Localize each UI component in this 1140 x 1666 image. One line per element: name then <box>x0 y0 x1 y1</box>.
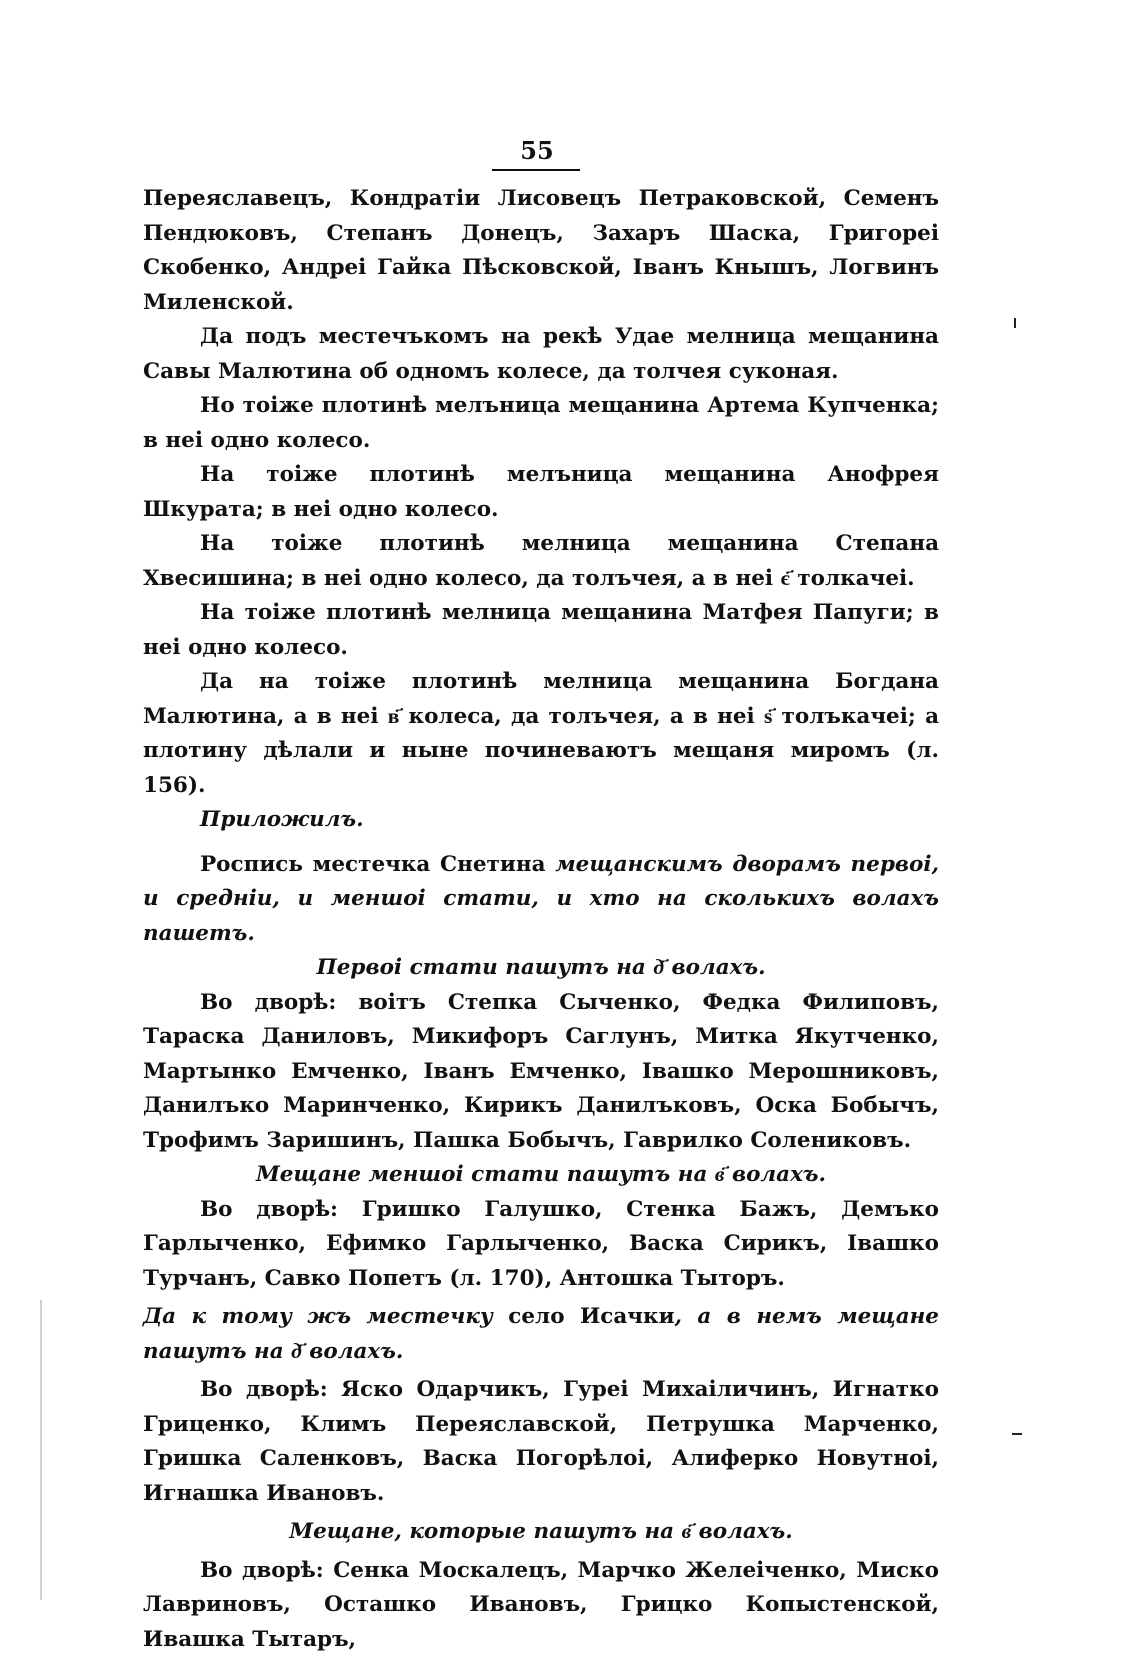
paragraph-selo-isachki <box>143 1300 939 1369</box>
scan-margin-mark <box>40 1300 42 1600</box>
paragraph-mill-stepana: На тоіже плотинѣ мелница мещанина Степана Хвесишина; в неі одно колесо, да толъчея, а в неі є҃ толкачеі. <box>143 531 939 591</box>
paragraph-prilozhil: Приложилъ. <box>200 807 364 832</box>
paragraph-names-continued: Переяславецъ, Кондратіи Лисовецъ Петраковской, Семенъ Пендюковъ, Степанъ Донецъ, Захаръ Шаска, Григореі Скобенко, Андреі Гайка Пѣсковской, Іванъ Кнышъ, Логвинъ Миленской. <box>143 186 939 315</box>
paragraph-mill-artema: Но тоіже плотинѣ мелъница мещанина Артема Купченка; в неі одно колесо. <box>143 393 939 453</box>
scan-dot-mark <box>1014 318 1016 328</box>
heading-menshoi-stati: Мещане меншоі стати пашутъ на в҃ волахъ. <box>255 1162 827 1187</box>
paragraph-mill-anofreya: На тоіже плотинѣ мелъница мещанина Анофрея Шкурата; в неі одно колесо. <box>143 462 939 522</box>
paragraph-dvory-last: Во дворѣ: Сенка Москалецъ, Марчко Желеіченко, Миско Лавриновъ, Осташко Ивановъ, Грицко Копыстенской, Ивашка Тытаръ, <box>143 1557 939 1652</box>
text-body <box>143 182 939 1657</box>
paragraph-dvory-isachki: Во дворѣ: Яско Одарчикъ, Гуреі Михаіличинъ, Игнатко Гриценко, Климъ Переяславской, Петрушка Марченко, Гришка Саленковъ, Васка Погорѣлоі, Алиферко Новутноі, Игнашка Ивановъ. <box>143 1377 939 1506</box>
heading-meshchane-kotorye: Мещане, которые пашутъ на в҃ волахъ. <box>289 1519 793 1544</box>
selo-rest: , а в немъ мещане пашутъ на д҃ волахъ. <box>143 1304 939 1364</box>
page-number-rule <box>492 169 580 171</box>
selo-intro: Да к тому жъ местечку <box>143 1304 509 1329</box>
selo-name-bold: село Исачки <box>508 1304 675 1329</box>
paragraph-mill-savy: Да подъ местечъкомъ на рекѣ Удае мелница мещанина Савы Малютина об одномъ колесе, да толчея суконая. <box>143 324 939 384</box>
page-number: 55 <box>520 136 554 165</box>
paragraph-dvory-menshoi: Во дворѣ: Гришко Галушко, Стенка Бажъ, Демъко Гарлыченко, Ефимко Гарлыченко, Васка Сирикъ, Івашко Турчанъ, Савко Попетъ (л. 170), Антошка Тыторъ. <box>143 1196 939 1291</box>
rospis-title-italic: мещанскимъ дворамъ первоі, и средніи, и меншоі стати, и хто на сколькихъ волахъ пашетъ. <box>143 851 939 946</box>
heading-pervoi-stati: Первоі стати пашутъ на д҃ волахъ. <box>316 955 766 980</box>
paragraph-dvory-pervoi: Во дворѣ: воітъ Степка Сыченко, Федка Филиповъ, Тараска Даниловъ, Микифоръ Саглунъ, Митка Якутченко, Мартынко Емченко, Іванъ Емченко, Івашко Мерошниковъ, Данилъко Маринченко, Кирикъ Данилъковъ, Оска Бобычъ, Трофимъ Заришинъ, Пашка Бобычъ, Гаврилко Солениковъ. <box>143 989 939 1153</box>
paragraph-mill-matfeya: На тоіже плотинѣ мелница мещанина Матфея Папуги; в неі одно колесо. <box>143 600 939 660</box>
scan-dash-mark <box>1012 1433 1022 1435</box>
paragraph-mill-bogdana: Да на тоіже плотинѣ мелница мещанина Богдана Малютина, а в неі в҃ колеса, да толъчея, а в неі ѕ҃ толъкачеі; а плотину дѣлали и ныне починеваютъ мещаня миромъ (л. 156). <box>143 669 939 798</box>
rospis-title-bold: Роспись местечка Снетина <box>200 851 546 877</box>
paragraph-rospis-heading <box>143 848 939 952</box>
